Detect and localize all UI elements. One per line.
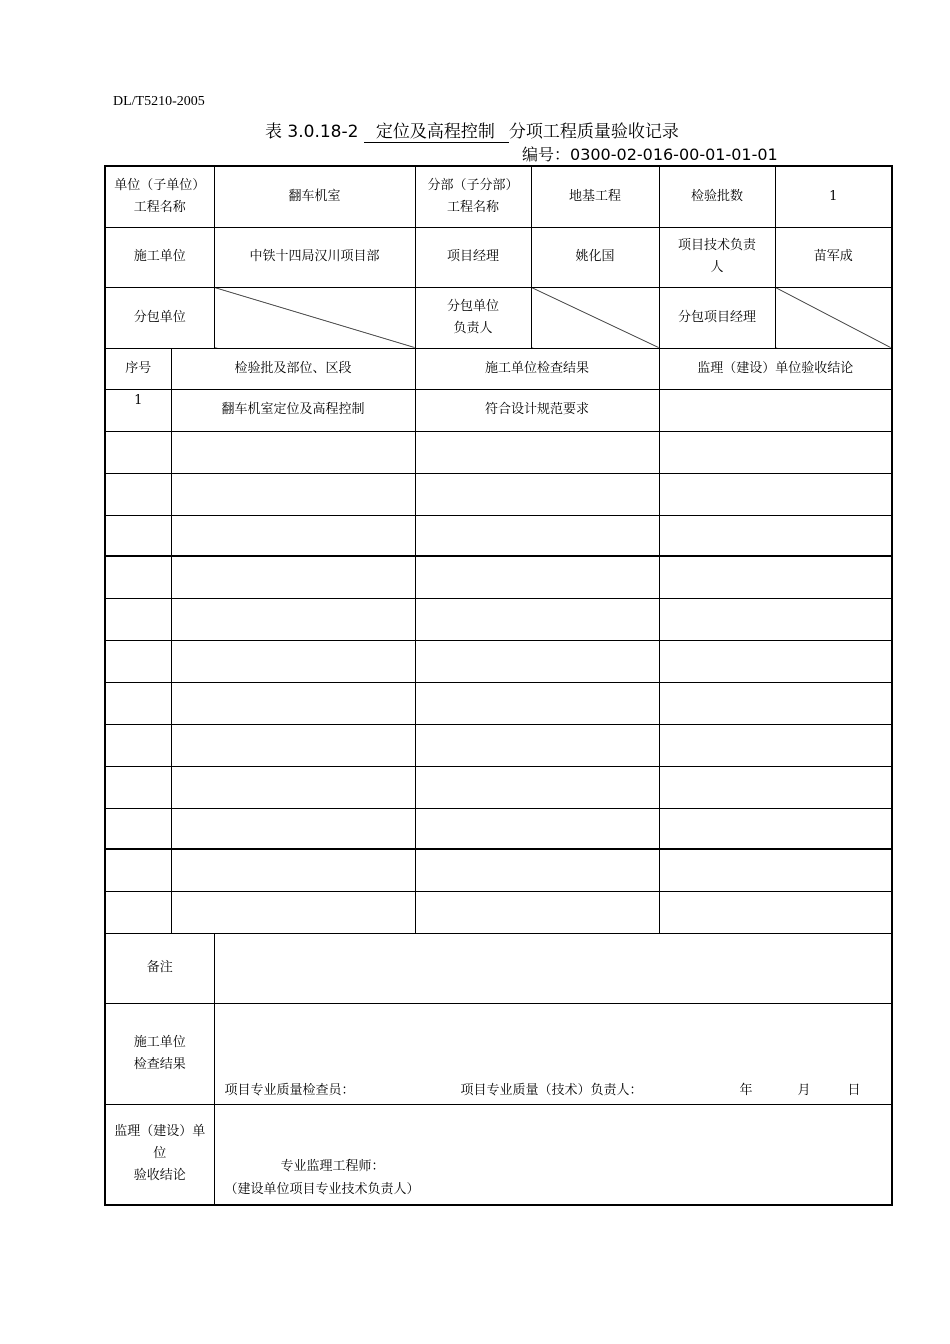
row-contractor-result[interactable]	[415, 849, 659, 891]
table-row	[105, 515, 892, 556]
table-header-row	[105, 348, 892, 389]
sub-lead-label-line2: 负责人	[453, 320, 493, 336]
unit-name-label-line1: 单位（子单位）	[114, 177, 206, 193]
subdivision-label-line2: 工程名称	[447, 199, 500, 215]
row-seq[interactable]	[105, 808, 171, 849]
row-supervisor-conclusion[interactable]	[659, 389, 892, 431]
row-batch[interactable]	[171, 808, 415, 849]
row-contractor-result[interactable]	[415, 473, 659, 515]
remark-label: 备注	[105, 933, 214, 1003]
row-seq[interactable]	[105, 849, 171, 891]
row-supervisor-conclusion[interactable]	[659, 724, 892, 766]
row-seq[interactable]	[105, 640, 171, 682]
subdivision-value[interactable]: 地基工程	[531, 166, 659, 227]
row-supervisor-conclusion[interactable]	[659, 515, 892, 556]
row-seq[interactable]	[105, 473, 171, 515]
title-item-name: 定位及高程控制	[364, 117, 509, 143]
row-supervisor-conclusion[interactable]	[659, 598, 892, 640]
inspection-record-table	[104, 165, 893, 1206]
row-supervisor-conclusion[interactable]	[659, 431, 892, 473]
batch-count-label: 检验批数	[659, 166, 775, 227]
supervisor-accept-signature-area[interactable]	[214, 1104, 892, 1205]
project-manager-label: 项目经理	[415, 227, 531, 287]
row-batch[interactable]: 翻车机室定位及高程控制	[171, 389, 415, 431]
row-seq[interactable]	[105, 431, 171, 473]
table-row	[105, 808, 892, 849]
unit-name-value[interactable]: 翻车机室	[214, 166, 415, 227]
row-seq[interactable]	[105, 891, 171, 933]
contractor-check-label	[105, 1003, 214, 1104]
row-batch[interactable]	[171, 515, 415, 556]
supervisor-accept-row	[105, 1104, 892, 1205]
supervisor-label: 专业监理工程师：	[280, 1159, 385, 1174]
info-row-3	[105, 287, 892, 348]
row-seq[interactable]	[105, 556, 171, 598]
contractor-check-label-line1: 施工单位	[133, 1034, 186, 1050]
subdivision-label	[415, 166, 531, 227]
row-contractor-result[interactable]	[415, 640, 659, 682]
unit-name-label	[105, 166, 214, 227]
row-seq[interactable]: 1	[105, 389, 171, 431]
row-supervisor-conclusion[interactable]	[659, 640, 892, 682]
quality-lead-label: 项目专业质量（技术）负责人：	[460, 1082, 643, 1098]
table-row	[105, 556, 892, 598]
row-contractor-result[interactable]	[415, 891, 659, 933]
row-batch[interactable]	[171, 556, 415, 598]
row-supervisor-conclusion[interactable]	[659, 682, 892, 724]
row-seq[interactable]	[105, 598, 171, 640]
contractor-check-row	[105, 1003, 892, 1104]
remark-row	[105, 933, 892, 1003]
subcontractor-label: 分包单位	[105, 287, 214, 348]
unit-name-label-line2: 工程名称	[133, 199, 186, 215]
col-header-supervisor-conclusion: 监理（建设）单位验收结论	[659, 348, 892, 389]
row-contractor-result[interactable]	[415, 556, 659, 598]
contractor-signature-line	[225, 1080, 888, 1102]
date-year: 年	[739, 1082, 753, 1098]
serial-value: 0300-02-016-00-01-01-01	[570, 145, 778, 164]
supervisor-accept-label	[105, 1104, 214, 1205]
contractor-check-signature-area[interactable]	[214, 1003, 892, 1104]
row-contractor-result[interactable]	[415, 724, 659, 766]
serial-label: 编号：	[522, 145, 571, 164]
supervisor-accept-label-line1: 监理（建设）单位	[114, 1124, 206, 1162]
subdivision-label-line1: 分部（子分部）	[427, 177, 519, 193]
sub-lead-label-line1: 分包单位	[447, 298, 500, 314]
row-seq[interactable]	[105, 682, 171, 724]
row-supervisor-conclusion[interactable]	[659, 808, 892, 849]
info-row-1	[105, 166, 892, 227]
supervisor-accept-label-line2: 验收结论	[133, 1168, 186, 1184]
title-suffix: 分项工程质量验收记录	[508, 122, 679, 142]
sub-lead-value-struck	[531, 287, 659, 348]
owner-lead-label: （建设单位项目专业技术负责人）	[224, 1182, 420, 1197]
row-seq[interactable]	[105, 724, 171, 766]
row-supervisor-conclusion[interactable]	[659, 473, 892, 515]
table-row	[105, 891, 892, 933]
col-header-contractor-result: 施工单位检查结果	[415, 348, 659, 389]
row-supervisor-conclusion[interactable]	[659, 556, 892, 598]
serial-number	[522, 142, 778, 165]
table-row	[105, 473, 892, 515]
remark-value[interactable]	[214, 933, 892, 1003]
table-row	[105, 849, 892, 891]
sub-pm-value-struck	[775, 287, 892, 348]
row-batch[interactable]	[171, 598, 415, 640]
project-manager-value[interactable]: 姚化国	[531, 227, 659, 287]
sub-pm-label: 分包项目经理	[659, 287, 775, 348]
table-row	[105, 766, 892, 808]
tech-lead-label-line2: 人	[710, 260, 724, 275]
inspector-label: 项目专业质量检查员：	[224, 1082, 355, 1098]
batch-count-value[interactable]: 1	[775, 166, 892, 227]
row-supervisor-conclusion[interactable]	[659, 891, 892, 933]
contractor-value[interactable]: 中铁十四局汉川项目部	[214, 227, 415, 287]
table-row	[105, 640, 892, 682]
row-batch[interactable]	[171, 682, 415, 724]
info-row-2	[105, 227, 892, 287]
supervisor-signature-lines	[225, 1156, 888, 1202]
date-month: 月	[797, 1082, 811, 1098]
table-row	[105, 389, 892, 431]
table-row	[105, 598, 892, 640]
title-prefix: 表 3.0.18-2	[265, 122, 359, 142]
contractor-label: 施工单位	[105, 227, 214, 287]
row-supervisor-conclusion[interactable]	[659, 766, 892, 808]
row-contractor-result[interactable]	[415, 431, 659, 473]
row-seq[interactable]	[105, 766, 171, 808]
tech-lead-label-line1: 项目技术负责	[678, 238, 757, 253]
row-seq[interactable]	[105, 515, 171, 556]
row-contractor-result[interactable]	[415, 682, 659, 724]
subcontractor-value-struck	[214, 287, 415, 348]
standard-code: DL/T5210-2005	[113, 94, 205, 109]
row-batch[interactable]	[171, 849, 415, 891]
row-batch[interactable]	[171, 473, 415, 515]
row-batch[interactable]	[171, 431, 415, 473]
row-batch[interactable]	[171, 891, 415, 933]
col-header-seq: 序号	[105, 348, 171, 389]
row-contractor-result[interactable]	[415, 598, 659, 640]
row-contractor-result[interactable]: 符合设计规范要求	[415, 389, 659, 431]
row-contractor-result[interactable]	[415, 808, 659, 849]
col-header-batch: 检验批及部位、区段	[171, 348, 415, 389]
form-title	[265, 117, 679, 143]
table-row	[105, 682, 892, 724]
row-batch[interactable]	[171, 766, 415, 808]
row-supervisor-conclusion[interactable]	[659, 849, 892, 891]
date-day: 日	[847, 1082, 861, 1098]
tech-lead-label	[659, 227, 775, 287]
row-contractor-result[interactable]	[415, 515, 659, 556]
table-row	[105, 431, 892, 473]
tech-lead-value[interactable]: 苗军成	[775, 227, 892, 287]
row-batch[interactable]	[171, 640, 415, 682]
table-row	[105, 724, 892, 766]
contractor-check-label-line2: 检查结果	[133, 1056, 186, 1072]
row-contractor-result[interactable]	[415, 766, 659, 808]
row-batch[interactable]	[171, 724, 415, 766]
sub-lead-label	[415, 287, 531, 348]
